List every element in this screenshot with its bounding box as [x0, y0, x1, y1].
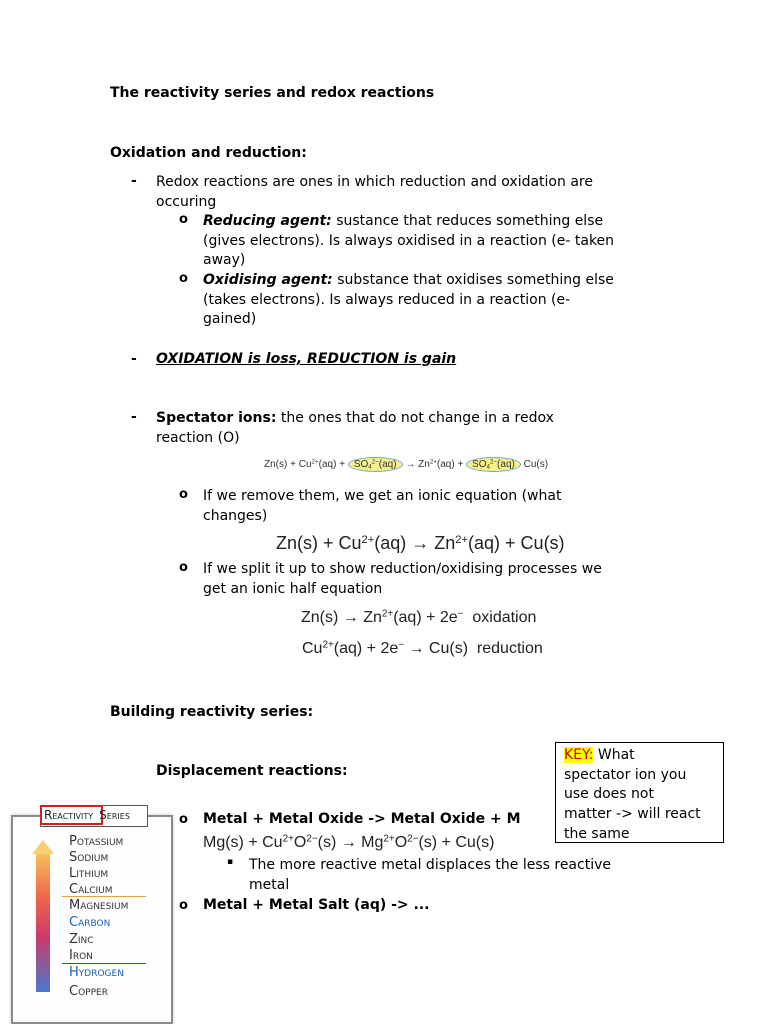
- metal-magnesium: Magnesium: [69, 898, 129, 913]
- card-divider: [62, 896, 146, 897]
- page-title: The reactivity series and redox reactions: [110, 85, 435, 101]
- metal-copper: Copper: [69, 984, 108, 999]
- full-equation: $Zn(s) + Cu^{2+}(aq) + SO_4^{2-}(aq) \to Zn^{2+}(aq) + SO_4^{2-}(aq)$ Cu(s): [264, 458, 549, 471]
- bullet-dash: -: [131, 351, 137, 367]
- bullet-circle: o: [179, 560, 188, 575]
- bullet-dash: -: [131, 173, 137, 189]
- bullet-circle: o: [179, 898, 188, 913]
- bullet-circle: o: [179, 812, 188, 827]
- section-heading-reactivity: Building reactivity series:: [110, 704, 314, 720]
- ionic-equation: $Zn(s) + Cu^{2+}(aq) \to Zn^{2+}(aq) + Cu(s)$: [276, 533, 565, 553]
- metal-potassium: Potassium: [69, 834, 124, 849]
- reduction-half-equation: $Cu^{2+}(aq) + 2e^- \to Cu(s)$ reduction: [302, 639, 543, 657]
- oxidation-half-equation: $Zn(s) \to Zn^{2+}(aq) + 2e^-$ oxidation: [301, 608, 537, 626]
- oxidising-agent-definition: Oxidising agent: substance that oxidises something else (takes electrons). Is always reduced in a reaction (e- gained): [203, 272, 614, 328]
- metal-sodium: Sodium: [69, 850, 109, 865]
- metal-iron: Iron: [69, 948, 93, 963]
- bullet-circle: o: [179, 271, 188, 286]
- bullet-circle: o: [179, 212, 188, 227]
- reducing-agent-term: Reducing agent:: [203, 213, 332, 229]
- ionic-equation-note: If we remove them, we get an ionic equation (what changes): [203, 488, 562, 524]
- metal-oxide-reaction: Metal + Metal Oxide -> Metal Oxide + M: [203, 811, 521, 827]
- section-heading-oxidation: Oxidation and reduction:: [110, 145, 307, 161]
- oxidising-agent-term: Oxidising agent:: [203, 272, 333, 288]
- magnesium-equation: $Mg(s) + Cu^{2+}O^{2-}(s) \to Mg^{2+}O^{2-}(s) + Cu(s)$: [203, 833, 495, 851]
- metal-zinc: Zinc: [69, 932, 94, 947]
- key-label: KEY:: [564, 747, 594, 763]
- reducing-agent-definition: Reducing agent: sustance that reduces something else (gives electrons). Is always oxidised in a reaction (e- taken away): [203, 213, 615, 269]
- metal-calcium: Calcium: [69, 882, 113, 897]
- key-note-box: KEY: What spectator ion you use does not matter -> will react the same: [555, 742, 724, 843]
- spectator-ion-highlight: $SO_4^{2-}(aq)$: [348, 457, 403, 472]
- subheading-displacement: Displacement reactions:: [156, 763, 348, 779]
- redox-definition: Redox reactions are ones in which reduction and oxidation are occuring: [156, 174, 593, 210]
- oil-rig-mnemonic: OXIDATION is loss, REDUCTION is gain: [156, 351, 457, 367]
- metal-salt-reaction: Metal + Metal Salt (aq) -> ...: [203, 897, 430, 913]
- bullet-circle: o: [179, 487, 188, 502]
- reactivity-arrow-head-icon: [32, 840, 54, 854]
- reactivity-card-title: Reactivity Series: [44, 808, 130, 822]
- card-divider: [62, 963, 146, 964]
- element-hydrogen: Hydrogen: [69, 965, 124, 980]
- spectator-ions-definition: Spectator ions: the ones that do not change in a redox reaction (O): [156, 410, 554, 446]
- metal-lithium: Lithium: [69, 866, 109, 881]
- spectator-ion-highlight: $SO_4^{2-}(aq)$: [466, 457, 521, 472]
- half-equation-note: If we split it up to show reduction/oxidising processes we get an ionic half equation: [203, 561, 602, 597]
- reactivity-arrow-shaft: [36, 853, 50, 992]
- square-bullet-icon: ▪: [227, 857, 234, 867]
- element-carbon: Carbon: [69, 915, 111, 930]
- displacement-rule: The more reactive metal displaces the less reactive metal: [249, 857, 611, 893]
- spectator-ions-term: Spectator ions:: [156, 410, 277, 426]
- bullet-dash: -: [131, 409, 137, 425]
